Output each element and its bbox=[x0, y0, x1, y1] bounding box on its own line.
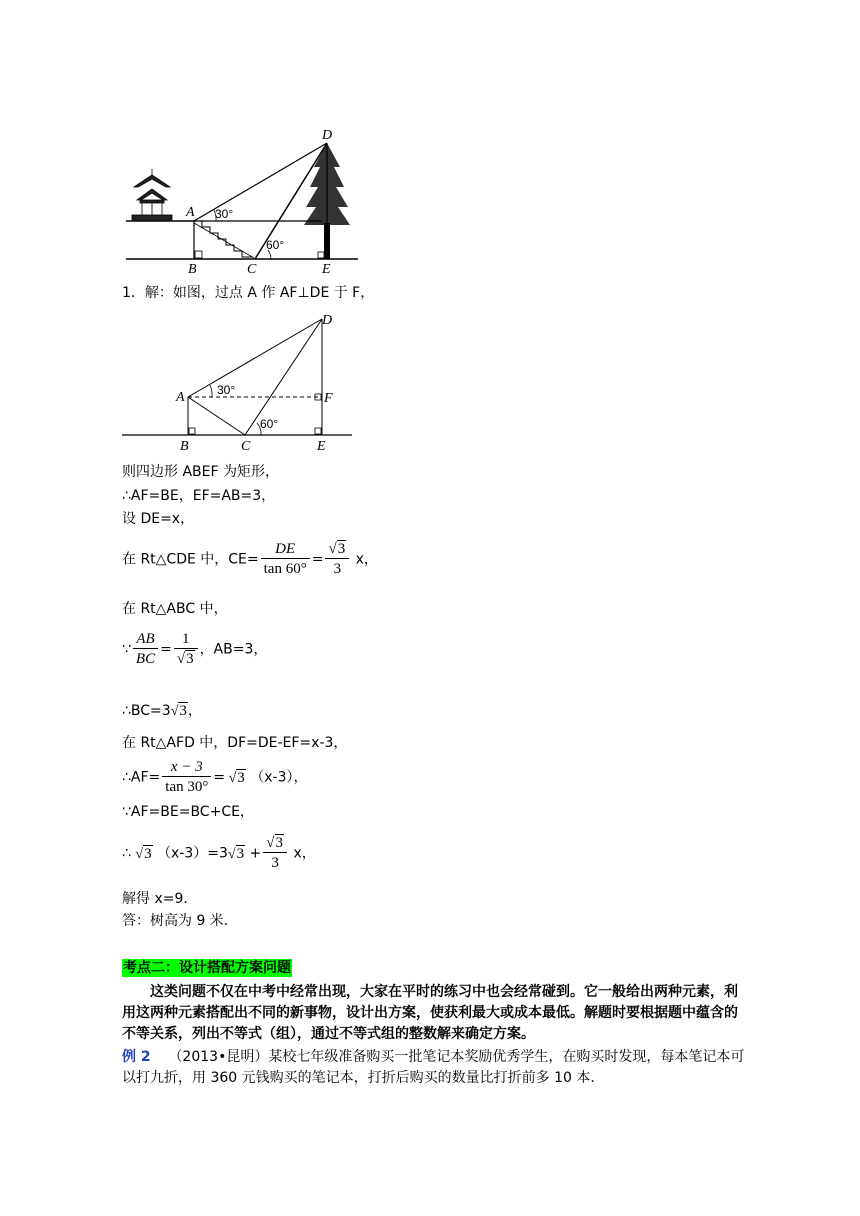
example-label: 例 2 bbox=[122, 1049, 151, 1065]
example-2 bbox=[122, 1047, 748, 1089]
solution-line-10: ∴AF= $\frac{x - 3}{\tan 30^\circ}$ = √3 （x-3）， bbox=[122, 759, 308, 795]
solution-line-12: ∴ √3 （x-3）=3√3 + $\frac{√3}{3}$ x， bbox=[122, 835, 316, 871]
section-paragraph: 这类问题不仅在中考中经常出现，大家在平时的练习中也会经常碰到。它一般给出两种元素，利用这两种元素搭配出不同的新事物，设计出方案，使获利最大或成本最低。解题时要根据题中蕴含的不等关系，列出不等式（组），通过不等式组的整数解来确定方案。 bbox=[122, 984, 738, 1042]
label-b: B bbox=[188, 262, 197, 275]
fraction-sqrt3-over-3: $\frac{√3}{3}$ bbox=[325, 540, 349, 579]
label-e: E bbox=[322, 262, 331, 275]
solution-line-8: ∴BC=3√3， bbox=[122, 703, 202, 719]
fraction-ab-bc: $\frac{AB}{BC}$ bbox=[133, 630, 158, 669]
fraction-1-over-sqrt3: $\frac{1}{√3}$ bbox=[174, 630, 198, 669]
label-angle-60: 60° bbox=[260, 417, 279, 431]
label-b: B bbox=[180, 439, 189, 454]
solution-line-3: ∴AF=BE，EF=AB=3， bbox=[122, 488, 276, 504]
label-angle-60: 60° bbox=[266, 238, 285, 252]
example-text: （2013•昆明）某校七年级准备购买一批笔记本奖励优秀学生，在购买时发现，每本笔记本可以打九折，用 360 元钱购买的笔记本，打折后购买的数量比打折前多 10 本． bbox=[122, 1049, 745, 1086]
label-c: C bbox=[241, 439, 251, 454]
solution-line-13: 解得 x=9． bbox=[122, 891, 198, 907]
fraction-de-tan60: $\frac{DE}{\tan 60^\circ}$ bbox=[261, 540, 310, 579]
solution-line-1: 1．解：如图，过点 A 作 AF⊥DE 于 F， bbox=[122, 285, 375, 301]
section-title: 考点二：设计搭配方案问题 bbox=[123, 960, 291, 976]
pavilion-icon bbox=[132, 169, 172, 221]
solution-line-6: 在 Rt△ABC 中， bbox=[122, 601, 228, 617]
solution-line-2: 则四边形 ABEF 为矩形， bbox=[122, 464, 279, 480]
fraction-x3-tan30: $\frac{x - 3}{\tan 30^\circ}$ bbox=[162, 758, 211, 797]
label-angle-30: 30° bbox=[215, 207, 234, 221]
figure-2-diagram bbox=[118, 310, 358, 455]
label-a: A bbox=[186, 205, 195, 220]
label-f: F bbox=[324, 391, 333, 406]
figure-1-diagram bbox=[122, 125, 362, 275]
label-a: A bbox=[176, 390, 185, 405]
solution-answer: 答：树高为 9 米． bbox=[122, 913, 238, 929]
label-c: C bbox=[247, 262, 257, 275]
solution-line-4: 设 DE=x， bbox=[122, 511, 195, 527]
solution-line-11: ∵AF=BE=BC+CE， bbox=[122, 804, 254, 820]
label-d: D bbox=[322, 313, 333, 328]
solution-line-5: 在 Rt△CDE 中，CE= $\frac{DE}{\tan 60^\circ}$ = $\frac{√3}{3}$ x， bbox=[122, 541, 378, 577]
label-e: E bbox=[317, 439, 326, 454]
stairs-icon bbox=[194, 221, 254, 258]
label-angle-30: 30° bbox=[217, 383, 236, 397]
solution-line-7: ∵ $\frac{AB}{BC}$ = $\frac{1}{√3}$ ，AB=3， bbox=[122, 631, 268, 667]
label-d: D bbox=[322, 128, 333, 143]
fraction-sqrt3-over-3: $\frac{√3}{3}$ bbox=[263, 834, 287, 873]
solution-line-9: 在 Rt△AFD 中，DF=DE-EF=x-3， bbox=[122, 735, 348, 751]
